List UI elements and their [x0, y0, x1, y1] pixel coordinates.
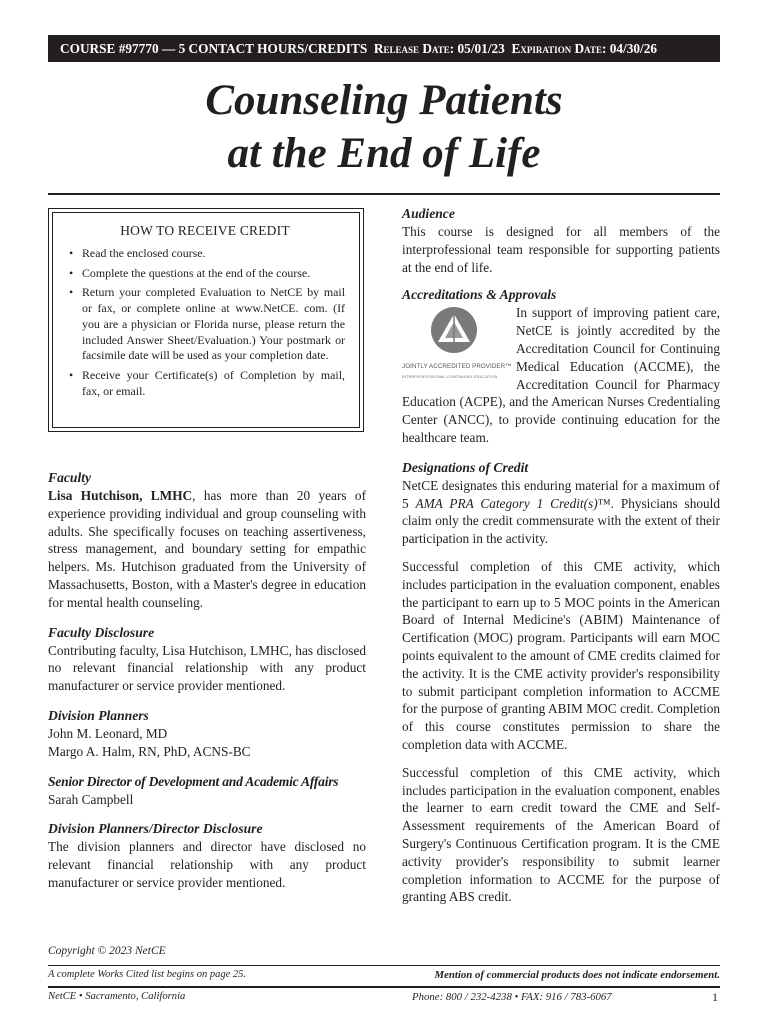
- credit-type: AMA PRA Category 1 Credit(s): [415, 495, 598, 511]
- faculty-bio-text: , has more than 20 years of experience providing individual and group counseling with adults. She specifically focuses on teaching assertiveness, stress management, and boundary setting for empathic helpers. Ms. Hutchison graduated from the University of Massachusetts, Boston, with a Master's degree in education for mental health counseling.: [48, 488, 366, 610]
- title-divider: [48, 193, 720, 195]
- endorsement-note: Mention of commercial products does not indicate endorsement.: [434, 969, 720, 981]
- audience-text: This course is designed for all members of the interprofessional team responsible for supporting patients at the end of life.: [402, 224, 720, 275]
- credit-step: • Complete the questions at the end of the course.: [65, 266, 345, 282]
- title-line-1: Counseling Patients: [205, 77, 563, 124]
- accreditations-block: [402, 304, 720, 446]
- course-info: COURSE #97770 — 5 CONTACT HOURS/CREDITS: [60, 41, 368, 56]
- logo-subtext: INTERPROFESSIONAL CONTINUING EDUCATION: [402, 375, 498, 380]
- audience-heading: Audience: [402, 206, 455, 221]
- planner-name: John M. Leonard, MD: [48, 725, 168, 741]
- expiration-label: Expiration Date: [511, 41, 602, 56]
- director-name: Sarah Campbell: [48, 791, 134, 807]
- abs-text: Successful completion of this CME activity, which includes participation in the evaluation component, enables the learner to earn credit toward the CME and Self-Assessment requirements of the American Board of Surgery's Continuous Certification program. It is the CME activity provider's responsibility to submit learner completion information to ACCME for the purpose of granting ABS credit.: [402, 764, 720, 905]
- works-cited-note: A complete Works Cited list begins on page 25.: [48, 969, 247, 980]
- planners-director-disclosure-text: The division planners and director have disclosed no relevant financial relationship with any product manufacturer or service provider mentioned.: [48, 839, 366, 890]
- moc-text: Successful completion of this CME activity, which includes participation in the evaluation component, enables the participant to earn up to 5 MOC points in the American Board of Internal Medicine's (ABIM) Maintenance of Certification (MOC) program. Participants will earn MOC points equivalent to the amount of CME credits claimed for the activity. It is the CME activity provider's responsibility to submit participant completion information to ACCME for the purpose of granting ABIM MOC credit. Completion of this course constitutes permission to share the completion data with ACCME.: [402, 558, 720, 752]
- how-to-receive-credit-box: [48, 208, 364, 432]
- copyright: Copyright © 2023 NetCE: [48, 945, 166, 957]
- accreditations-heading: Accreditations & Approvals: [402, 287, 557, 303]
- credit-step: • Receive your Certificate(s) of Completion by mail, fax, or email.: [65, 368, 345, 399]
- credit-step: • Read the enclosed course.: [65, 246, 345, 262]
- credit-box-heading: HOW TO RECEIVE CREDIT: [120, 223, 290, 238]
- faculty-disclosure-heading: Faculty Disclosure: [48, 624, 155, 640]
- accreditation-triangle-icon: [428, 306, 480, 354]
- footer-divider: [48, 965, 720, 966]
- credit-step: • Return your completed Evaluation to NetCE by mail or fax, or complete online at www.NetCE. com. (If you are a physician or Florida nurse, please return the included Answer Sheet/Evaluation.) Your postmark or facsimile date will be used as your completion date.: [65, 285, 345, 364]
- right-column: [402, 205, 720, 906]
- release-label: Release Date: [373, 41, 450, 56]
- designations-heading: Designations of Credit: [402, 459, 529, 475]
- publisher-location: NetCE • Sacramento, California: [48, 991, 186, 1002]
- designations-text: [402, 477, 720, 548]
- credit-box-inner: [52, 212, 360, 428]
- designations-text-pre: NetCE designates this enduring material for a maximum of 5: [402, 477, 720, 511]
- faculty-name: Lisa Hutchison, LMHC: [48, 488, 193, 503]
- designations-text-post: ™. Physicians should claim only the credit commensurate with the extent of their participation in the activity.: [402, 495, 720, 547]
- footer-divider: [48, 986, 720, 988]
- page-number: 1: [712, 990, 718, 1004]
- left-column: [48, 469, 366, 892]
- accreditations-text: In support of improving patient care, NetCE is jointly accredited by the Accreditation Council for Continuing Medical Education (ACCME), the Accreditation Council for Pharmacy Education (ACPE), and the American Nurses Credentialing Center (ANCC), to provide continuing education for the healthcare team.: [402, 305, 720, 445]
- planner-name: Margo A. Halm, RN, PhD, ACNS-BC: [48, 743, 251, 759]
- planners-director-disclosure-heading: Division Planners/Director Disclosure: [48, 821, 263, 837]
- credit-steps-list: [65, 246, 345, 399]
- contact-info: Phone: 800 / 232-4238 • FAX: 916 / 783-6067: [412, 991, 612, 1003]
- logo-text: JOINTLY ACCREDITED PROVIDER™: [402, 363, 512, 371]
- title-line-2: at the End of Life: [227, 130, 541, 177]
- faculty-heading: Faculty: [48, 470, 92, 485]
- page-title: [48, 74, 720, 180]
- senior-director-heading: Senior Director of Development and Academic Affairs: [48, 773, 339, 789]
- course-banner: [48, 35, 720, 62]
- jointly-accredited-logo: [402, 306, 510, 378]
- division-planners-heading: Division Planners: [48, 707, 149, 723]
- faculty-disclosure-text: Contributing faculty, Lisa Hutchison, LMHC, has disclosed no relevant financial relationship with any product manufacturer or service provider mentioned.: [48, 642, 366, 694]
- faculty-bio: [48, 487, 366, 612]
- expiration-value: : 04/30/26: [601, 41, 658, 56]
- release-value: : 05/01/23: [449, 41, 505, 56]
